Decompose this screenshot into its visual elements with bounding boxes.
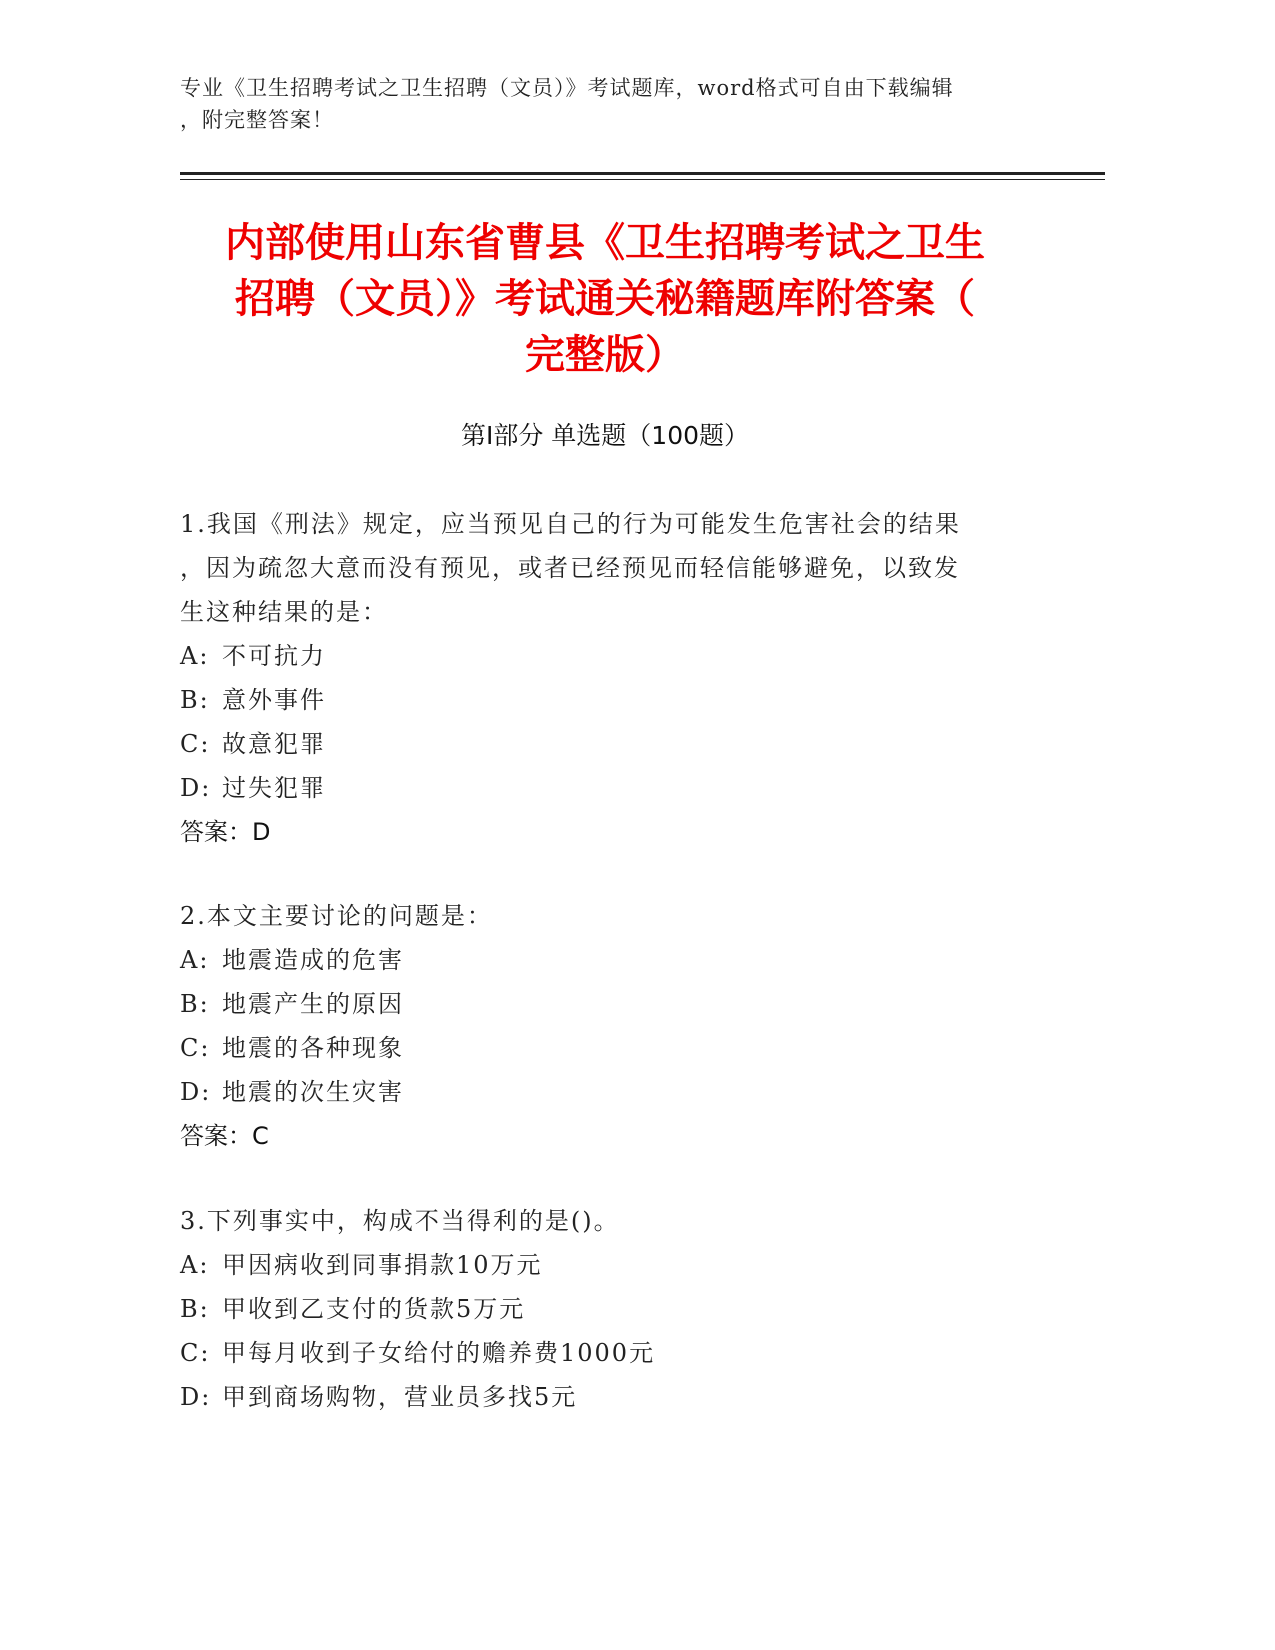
- question-stem-line: 3.下列事实中，构成不当得利的是()。: [180, 1207, 620, 1235]
- document-title-line-1: 内部使用山东省曹县《卫生招聘考试之卫生: [225, 220, 985, 266]
- option-text: 不可抗力: [222, 642, 326, 670]
- option-text: 意外事件: [222, 686, 326, 714]
- question-2: [180, 894, 1040, 1158]
- option-letter: B:: [180, 686, 210, 714]
- header-divider-thick: [180, 172, 1105, 175]
- answer-key: 答案：D: [180, 818, 271, 846]
- question-stem-line: 1.我国《刑法》规定，应当预见自己的行为可能发生危害社会的结果: [180, 510, 961, 538]
- option-letter: C:: [180, 1034, 211, 1062]
- question-stem-line: ，因为疏忽大意而没有预见，或者已经预见而轻信能够避免，以致发: [180, 554, 960, 582]
- option-letter: C:: [180, 1339, 211, 1367]
- option-letter: B:: [180, 990, 210, 1018]
- option-letter: C:: [180, 730, 211, 758]
- header-note-line-2: ，附完整答案！: [180, 108, 334, 132]
- question-stem-line: 2.本文主要讨论的问题是：: [180, 902, 493, 930]
- option-letter: A:: [180, 642, 210, 670]
- question-3: [180, 1199, 1040, 1419]
- option-text: 甲因病收到同事捐款10万元: [222, 1251, 543, 1279]
- option-letter: B:: [180, 1295, 210, 1323]
- option-c: [180, 1331, 1040, 1375]
- option-a: [180, 1243, 1040, 1287]
- option-c: [180, 1026, 1040, 1070]
- document-title: [180, 215, 1030, 383]
- option-text: 地震造成的危害: [222, 946, 404, 974]
- option-text: 地震产生的原因: [222, 990, 404, 1018]
- option-b: [180, 982, 1040, 1026]
- header-divider-thin: [180, 179, 1105, 180]
- option-d: [180, 1375, 1040, 1419]
- option-text: 过失犯罪: [222, 774, 326, 802]
- option-text: 甲每月收到子女给付的赡养费1000元: [222, 1339, 656, 1367]
- header-note: [180, 72, 1050, 136]
- section-title: 第Ⅰ部分 单选题（100题）: [460, 421, 750, 450]
- option-letter: A:: [180, 1251, 210, 1279]
- option-text: 甲到商场购物，营业员多找5元: [222, 1383, 578, 1411]
- option-d: [180, 1070, 1040, 1114]
- option-text: 故意犯罪: [222, 730, 326, 758]
- option-b: [180, 678, 1040, 722]
- option-a: [180, 634, 1040, 678]
- option-text: 地震的次生灾害: [222, 1078, 404, 1106]
- question-stem-line: 生这种结果的是：: [180, 598, 388, 626]
- document-title-line-2: 招聘（文员）》考试通关秘籍题库附答案（: [235, 276, 975, 322]
- option-letter: D:: [180, 1078, 212, 1106]
- option-d: [180, 766, 1040, 810]
- option-letter: A:: [180, 946, 210, 974]
- option-text: 甲收到乙支付的货款5万元: [222, 1295, 526, 1323]
- option-a: [180, 938, 1040, 982]
- option-text: 地震的各种现象: [222, 1034, 404, 1062]
- option-letter: D:: [180, 774, 212, 802]
- option-letter: D:: [180, 1383, 212, 1411]
- document-title-line-3: 完整版）: [525, 332, 685, 378]
- option-b: [180, 1287, 1040, 1331]
- option-c: [180, 722, 1040, 766]
- header-note-line-1: 专业《卫生招聘考试之卫生招聘（文员）》考试题库，word格式可自由下载编辑: [180, 76, 954, 100]
- question-1: [180, 502, 1040, 854]
- answer-key: 答案：C: [180, 1122, 269, 1150]
